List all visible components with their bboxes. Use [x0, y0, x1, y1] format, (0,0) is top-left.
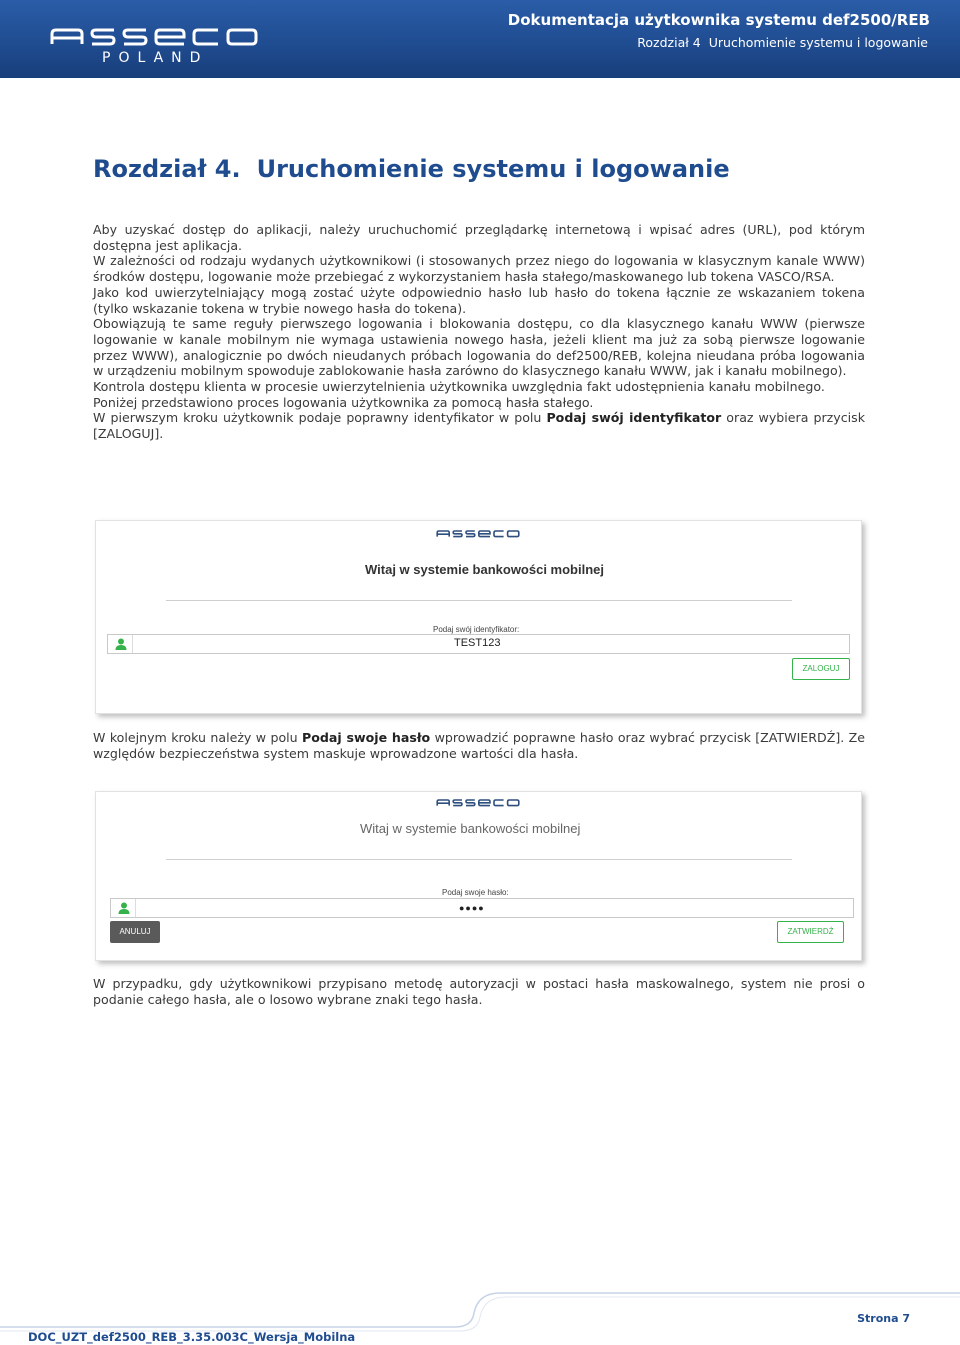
paragraph: Kontrola dostępu klienta w procesie uwierzytelnienia użytkownika uwzględnia fakt udostępnienia kanału mobilnego.: [93, 379, 825, 395]
paragraph: Aby uzyskać dostęp do aplikacji, należy uruchuchomić przeglądarkę internetową i wpisać adres (URL), pod którym dostępna jest aplikacja.: [93, 222, 865, 253]
page-header: [0, 0, 960, 78]
paragraph: Obowiązują te same reguły pierwszego logowania i blokowania dostępu, co dla klasycznego kanału WWW (pierwsze logowanie w kanale mobilnym nie wymaga ustawienia nowego hasła, jeżeli klient ma już za sobą pierwsze logowanie przez WWW), analogicznie po dwóch nieudanych próbach logowania do def2500/REB, kolejna nieudana próba logowania w urządzeniu mobilnym spowoduje zablokowanie hasła zarówno do klasycznego kanału WWW, jak i kanału mobilnego).: [93, 316, 865, 379]
text: W pierwszym kroku użytkownik podaje poprawny identyfikator w polu: [93, 410, 547, 426]
input-separator: [132, 635, 133, 653]
input-separator: [135, 899, 136, 917]
user-icon: [117, 901, 131, 915]
masked-password-text: [93, 976, 865, 1007]
welcome-title: Witaj w systemie bankowości mobilnej: [360, 821, 581, 836]
document-title: Dokumentacja użytkownika systemu def2500/REB: [507, 11, 930, 29]
chapter-title: Uruchomienie systemu i logowanie: [708, 35, 928, 50]
login-screenshot: [95, 520, 862, 714]
password-masked-value: ●●●●: [459, 903, 485, 913]
paragraph: Jako kod uwierzytelniający mogą zostać użyte odpowiednio hasło lub hasło do tokena łącznie ze wskazaniem tokena (tylko wskazanie tokena w trybie nowego hasła do tokena).: [93, 284, 865, 316]
user-icon: [114, 637, 128, 651]
welcome-title: Witaj w systemie bankowości mobilnej: [365, 562, 605, 577]
password-step-text: [93, 730, 865, 761]
login-button[interactable]: ZALOGUJ: [792, 658, 850, 680]
paragraph: Poniżej przedstawiono proces logowania użytkownika za pomocą hasła stałego.: [93, 394, 594, 410]
text: W kolejnym kroku należy w polu: [93, 730, 303, 745]
field-name: Podaj swoje hasło: [302, 730, 431, 745]
paragraph: W zależności od rodzaju wydanych użytkownikowi (i stosowanych przez niego do logowania w klasycznym kanale WWW) środków dostępu, logowanie może przebiegać z wykorzystaniem hasła stałego/maskowanego lub tokena VASCO/RSA.: [93, 253, 865, 285]
asseco-logo: [433, 796, 523, 808]
text: wprowadzić poprawne hasło oraz wybrać przycisk [ZATWIERDŹ]. Ze względów bezpieczeństwa system maskuje wprowadzone wartości dla hasła.: [93, 730, 865, 761]
intro-text: [93, 222, 865, 442]
asseco-logo: [433, 527, 523, 539]
confirm-button[interactable]: ZATWIERDŹ: [777, 921, 844, 943]
page-number: Strona 7: [857, 1312, 910, 1325]
logo-subtitle: POLAND: [102, 50, 209, 66]
password-screenshot: [95, 791, 862, 961]
document-id: DOC_UZT_def2500_REB_3.35.003C_Wersja_Mobilna: [28, 1330, 356, 1344]
divider: [166, 859, 792, 860]
chapter-number: Rozdział 4.: [93, 155, 241, 183]
field-name: Podaj swój identyfikator: [546, 410, 722, 426]
identifier-label: Podaj swój identyfikator:: [433, 625, 520, 634]
paragraph: [93, 730, 865, 761]
identifier-value: TEST123: [454, 637, 501, 649]
paragraph: [93, 410, 865, 441]
header-chapter: [629, 35, 928, 50]
cancel-button[interactable]: ANULUJ: [110, 921, 160, 943]
text: oraz wybiera przycisk [ZALOGUJ].: [93, 410, 865, 442]
chapter-label: Rozdział 4: [637, 35, 701, 50]
password-label: Podaj swoje hasło:: [442, 888, 509, 897]
paragraph: W przypadku, gdy użytkownikowi przypisano metodę autoryzacji w postaci hasła maskowalnego, system nie prosi o podanie całego hasła, ale o losowo wybrane znaki tego hasła.: [93, 976, 865, 1007]
identifier-input[interactable]: [107, 634, 850, 654]
divider: [166, 600, 792, 601]
chapter-heading-title: Uruchomienie systemu i logowanie: [256, 155, 730, 183]
password-input[interactable]: [110, 898, 854, 918]
chapter-heading: [93, 155, 730, 183]
